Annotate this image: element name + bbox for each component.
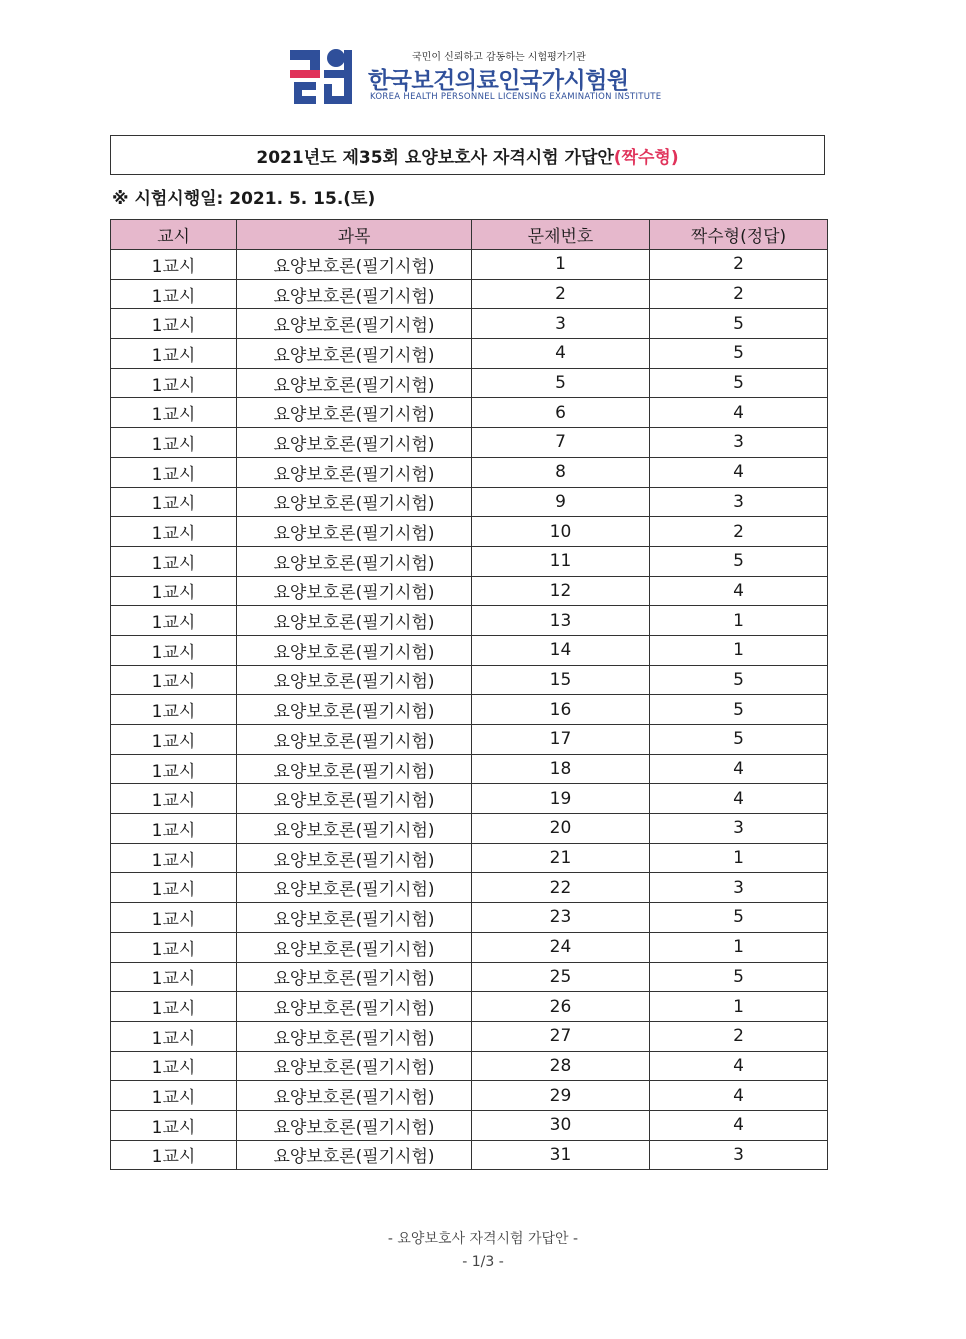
answer-cell: 5 [650, 695, 828, 725]
page-number: - 1/3 - [462, 1254, 504, 1270]
column-header-period: 교시 [111, 220, 237, 250]
subject-cell: 요양보호론(필기시험) [237, 517, 472, 547]
subject-cell: 요양보호론(필기시험) [237, 695, 472, 725]
question-number-cell: 24 [472, 932, 650, 962]
question-number-cell: 21 [472, 843, 650, 873]
question-number-cell: 13 [472, 606, 650, 636]
table-row [111, 339, 828, 369]
period-cell: 1교시 [111, 457, 237, 487]
answer-cell: 5 [650, 665, 828, 695]
subject-cell: 요양보호론(필기시험) [237, 368, 472, 398]
period-cell: 1교시 [111, 962, 237, 992]
period-cell: 1교시 [111, 1051, 237, 1081]
question-number-cell: 17 [472, 725, 650, 755]
subject-cell: 요양보호론(필기시험) [237, 962, 472, 992]
subject-cell: 요양보호론(필기시험) [237, 843, 472, 873]
answer-cell: 4 [650, 398, 828, 428]
subject-cell: 요양보호론(필기시험) [237, 457, 472, 487]
footer-doc-label: - 요양보호사 자격시험 가답안 - [387, 1231, 579, 1247]
subject-cell: 요양보호론(필기시험) [237, 606, 472, 636]
org-slogan: 국민이 신뢰하고 감동하는 시험평가기관 [412, 52, 586, 63]
table-row [111, 814, 828, 844]
table-row [111, 962, 828, 992]
question-number-cell: 18 [472, 754, 650, 784]
answer-cell: 2 [650, 279, 828, 309]
answer-cell: 3 [650, 428, 828, 458]
question-number-cell: 10 [472, 517, 650, 547]
answer-cell: 5 [650, 339, 828, 369]
answer-cell: 3 [650, 487, 828, 517]
answer-cell: 3 [650, 814, 828, 844]
column-header-subject: 과목 [237, 220, 472, 250]
period-cell: 1교시 [111, 250, 237, 280]
subject-cell: 요양보호론(필기시험) [237, 784, 472, 814]
question-number-cell: 19 [472, 784, 650, 814]
question-number-cell: 26 [472, 992, 650, 1022]
table-row [111, 1021, 828, 1051]
subject-cell: 요양보호론(필기시험) [237, 873, 472, 903]
question-number-cell: 15 [472, 665, 650, 695]
period-cell: 1교시 [111, 635, 237, 665]
answer-cell: 5 [650, 546, 828, 576]
title-main: 2021년도 제35회 요양보호사 자격시험 가답안 [256, 147, 614, 168]
period-cell: 1교시 [111, 517, 237, 547]
subject-cell: 요양보호론(필기시험) [237, 250, 472, 280]
period-cell: 1교시 [111, 309, 237, 339]
period-cell: 1교시 [111, 546, 237, 576]
answer-cell: 4 [650, 784, 828, 814]
table-row [111, 487, 828, 517]
answer-cell: 2 [650, 250, 828, 280]
question-number-cell: 5 [472, 368, 650, 398]
answer-cell: 4 [650, 457, 828, 487]
table-body [111, 250, 828, 1170]
period-cell: 1교시 [111, 576, 237, 606]
table-row [111, 457, 828, 487]
table-row [111, 725, 828, 755]
org-name-english: KOREA HEALTH PERSONNEL LICENSING EXAMINATION INSTITUTE [370, 92, 662, 102]
table-row [111, 695, 828, 725]
period-cell: 1교시 [111, 279, 237, 309]
answer-cell: 5 [650, 309, 828, 339]
question-number-cell: 22 [472, 873, 650, 903]
table-row [111, 279, 828, 309]
table-row [111, 576, 828, 606]
answer-cell: 5 [650, 725, 828, 755]
answer-cell: 5 [650, 368, 828, 398]
subject-cell: 요양보호론(필기시험) [237, 309, 472, 339]
period-cell: 1교시 [111, 873, 237, 903]
table-row [111, 932, 828, 962]
answer-cell: 1 [650, 932, 828, 962]
period-cell: 1교시 [111, 398, 237, 428]
answer-cell: 1 [650, 843, 828, 873]
period-cell: 1교시 [111, 665, 237, 695]
answer-cell: 1 [650, 635, 828, 665]
table-header-row [111, 220, 828, 250]
table-row [111, 992, 828, 1022]
question-number-cell: 20 [472, 814, 650, 844]
table-row [111, 784, 828, 814]
title-highlight: (짝수형) [613, 147, 679, 168]
answer-cell: 5 [650, 962, 828, 992]
subject-cell: 요양보호론(필기시험) [237, 1021, 472, 1051]
kuksiwon-logo [288, 44, 354, 106]
table-row [111, 843, 828, 873]
period-cell: 1교시 [111, 814, 237, 844]
question-number-cell: 28 [472, 1051, 650, 1081]
period-cell: 1교시 [111, 725, 237, 755]
subject-cell: 요양보호론(필기시험) [237, 1140, 472, 1170]
org-header [288, 40, 668, 110]
question-number-cell: 4 [472, 339, 650, 369]
answer-cell: 1 [650, 992, 828, 1022]
question-number-cell: 3 [472, 309, 650, 339]
table-row [111, 368, 828, 398]
subject-cell: 요양보호론(필기시험) [237, 725, 472, 755]
period-cell: 1교시 [111, 784, 237, 814]
subject-cell: 요양보호론(필기시험) [237, 487, 472, 517]
period-cell: 1교시 [111, 1140, 237, 1170]
period-cell: 1교시 [111, 695, 237, 725]
question-number-cell: 14 [472, 635, 650, 665]
answer-cell: 4 [650, 1081, 828, 1111]
subject-cell: 요양보호론(필기시험) [237, 1051, 472, 1081]
period-cell: 1교시 [111, 1021, 237, 1051]
table-row [111, 606, 828, 636]
question-number-cell: 2 [472, 279, 650, 309]
column-header-answer: 짝수형(정답) [650, 220, 828, 250]
question-number-cell: 12 [472, 576, 650, 606]
subject-cell: 요양보호론(필기시험) [237, 398, 472, 428]
question-number-cell: 16 [472, 695, 650, 725]
answer-cell: 2 [650, 1021, 828, 1051]
period-cell: 1교시 [111, 339, 237, 369]
table-row [111, 546, 828, 576]
answer-cell: 5 [650, 903, 828, 933]
table-row [111, 665, 828, 695]
subject-cell: 요양보호론(필기시험) [237, 903, 472, 933]
question-number-cell: 23 [472, 903, 650, 933]
subject-cell: 요양보호론(필기시험) [237, 576, 472, 606]
subject-cell: 요양보호론(필기시험) [237, 339, 472, 369]
question-number-cell: 6 [472, 398, 650, 428]
subject-cell: 요양보호론(필기시험) [237, 992, 472, 1022]
answer-cell: 3 [650, 1140, 828, 1170]
column-header-question-no: 문제번호 [472, 220, 650, 250]
period-cell: 1교시 [111, 843, 237, 873]
subject-cell: 요양보호론(필기시험) [237, 546, 472, 576]
answer-cell: 2 [650, 517, 828, 547]
period-cell: 1교시 [111, 368, 237, 398]
answer-cell: 4 [650, 1110, 828, 1140]
table-row [111, 1110, 828, 1140]
period-cell: 1교시 [111, 487, 237, 517]
question-number-cell: 25 [472, 962, 650, 992]
table-row [111, 1051, 828, 1081]
answer-cell: 4 [650, 1051, 828, 1081]
table-row [111, 250, 828, 280]
table-row [111, 517, 828, 547]
answer-cell: 3 [650, 873, 828, 903]
subject-cell: 요양보호론(필기시험) [237, 635, 472, 665]
subject-cell: 요양보호론(필기시험) [237, 932, 472, 962]
period-cell: 1교시 [111, 754, 237, 784]
table-row [111, 428, 828, 458]
subject-cell: 요양보호론(필기시험) [237, 754, 472, 784]
subject-cell: 요양보호론(필기시험) [237, 814, 472, 844]
table-row [111, 903, 828, 933]
subject-cell: 요양보호론(필기시험) [237, 1110, 472, 1140]
subject-cell: 요양보호론(필기시험) [237, 1081, 472, 1111]
subject-cell: 요양보호론(필기시험) [237, 279, 472, 309]
table-row [111, 309, 828, 339]
table-row [111, 1140, 828, 1170]
question-number-cell: 8 [472, 457, 650, 487]
question-number-cell: 11 [472, 546, 650, 576]
answer-cell: 4 [650, 754, 828, 784]
answer-cell: 1 [650, 606, 828, 636]
table-row [111, 635, 828, 665]
table-row [111, 398, 828, 428]
question-number-cell: 1 [472, 250, 650, 280]
question-number-cell: 30 [472, 1110, 650, 1140]
question-number-cell: 27 [472, 1021, 650, 1051]
question-number-cell: 9 [472, 487, 650, 517]
question-number-cell: 7 [472, 428, 650, 458]
table-row [111, 754, 828, 784]
answer-table [110, 219, 828, 1170]
table-row [111, 873, 828, 903]
question-number-cell: 31 [472, 1140, 650, 1170]
period-cell: 1교시 [111, 1081, 237, 1111]
question-number-cell: 29 [472, 1081, 650, 1111]
exam-date: ※ 시험시행일: 2021. 5. 15.(토) [112, 189, 376, 209]
org-name: 한국보건의료인국가시험원 [368, 68, 629, 94]
answer-cell: 4 [650, 576, 828, 606]
period-cell: 1교시 [111, 903, 237, 933]
table-row [111, 1081, 828, 1111]
period-cell: 1교시 [111, 606, 237, 636]
period-cell: 1교시 [111, 428, 237, 458]
subject-cell: 요양보호론(필기시험) [237, 428, 472, 458]
subject-cell: 요양보호론(필기시험) [237, 665, 472, 695]
document-title [110, 135, 825, 175]
period-cell: 1교시 [111, 1110, 237, 1140]
period-cell: 1교시 [111, 992, 237, 1022]
period-cell: 1교시 [111, 932, 237, 962]
